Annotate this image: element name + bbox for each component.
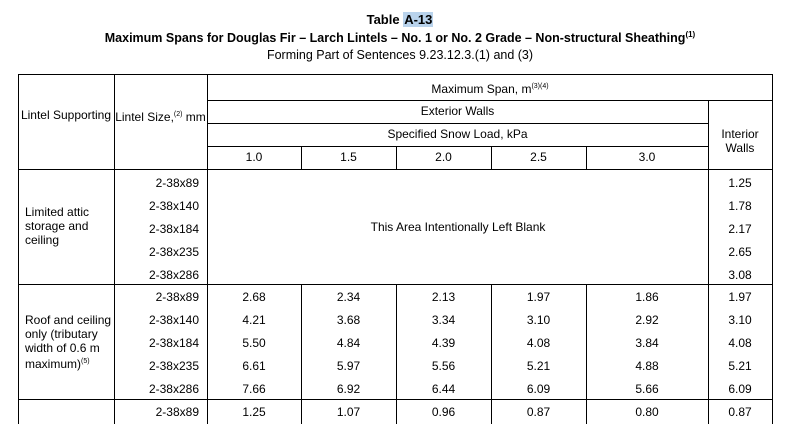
header-lintel-size-text: Lintel Size, xyxy=(115,110,174,124)
header-bottom-border xyxy=(18,169,773,170)
rule-under-snow-load xyxy=(207,146,708,147)
header-lintel-size-note: (2) xyxy=(173,111,183,118)
interior-value: 0.87 xyxy=(728,405,752,419)
span-value: 6.92 xyxy=(336,382,361,396)
table-subtitle-text: Maximum Spans for Douglas Fir – Larch Lintels – No. 1 or No. 2 Grade – Non-structural Sheathing xyxy=(104,31,686,46)
span-value: 1.07 xyxy=(336,405,361,419)
span-value: 0.96 xyxy=(431,405,456,419)
span-value: 3.68 xyxy=(336,313,361,327)
interior-value: 1.78 xyxy=(728,199,752,213)
row-size: 2-38x235 xyxy=(148,359,199,373)
table-subtitle-note: (1) xyxy=(685,30,696,39)
snow-col-divider xyxy=(396,284,397,424)
span-value: 0.87 xyxy=(526,405,551,419)
snow-load-header: 2.5 xyxy=(530,150,547,164)
row-size: 2-38x184 xyxy=(148,336,199,350)
span-value: 1.86 xyxy=(635,290,659,304)
interior-value: 1.97 xyxy=(728,290,752,304)
header-lintel-size-unit: mm xyxy=(182,110,206,124)
span-value: 4.21 xyxy=(242,313,266,327)
interior-value: 3.10 xyxy=(728,313,752,327)
row-size: 2-38x286 xyxy=(148,268,199,282)
table-number: A-13 xyxy=(404,12,433,27)
table-top-border xyxy=(18,74,773,75)
row-size: 2-38x286 xyxy=(148,382,199,396)
span-value: 2.68 xyxy=(242,290,266,304)
span-value: 4.88 xyxy=(635,359,659,373)
rule-under-exterior-walls xyxy=(207,123,708,124)
header-lintel-size xyxy=(114,108,207,124)
header-max-span-text: Maximum Span, m xyxy=(431,82,532,96)
snow-col-divider xyxy=(586,284,587,424)
span-value: 6.44 xyxy=(431,382,456,396)
group-supporting-text: Roof and ceiling only (tributary width of 0.6 m maximum) xyxy=(25,313,112,371)
span-value: 5.50 xyxy=(242,336,266,350)
snow-load-header: 2.0 xyxy=(435,150,452,164)
group-supporting-label xyxy=(25,313,112,371)
header-snow-load: Specified Snow Load, kPa xyxy=(387,127,528,141)
table-right-border xyxy=(772,74,773,424)
span-value: 7.66 xyxy=(242,382,266,396)
span-value: 2.13 xyxy=(431,290,456,304)
row-size: 2-38x184 xyxy=(148,222,199,236)
span-value: 3.10 xyxy=(526,313,551,327)
interior-value: 4.08 xyxy=(728,336,752,350)
span-value: 4.39 xyxy=(431,336,456,350)
header-max-span xyxy=(207,80,773,96)
group-supporting-label: Limited attic storage and ceiling xyxy=(25,205,90,247)
interior-value: 2.17 xyxy=(728,222,752,236)
table-left-border xyxy=(18,74,19,424)
table-subtitle xyxy=(0,30,800,45)
header-exterior-walls: Exterior Walls xyxy=(420,104,495,118)
interior-value: 1.25 xyxy=(728,176,752,190)
span-value: 3.84 xyxy=(635,336,659,350)
header-interior-walls: Interior Walls xyxy=(721,127,759,155)
row-size: 2-38x89 xyxy=(155,405,199,419)
span-value: 0.80 xyxy=(635,405,659,419)
table-title-label: Table xyxy=(366,12,400,27)
rule-under-max-span xyxy=(207,100,773,101)
row-size: 2-38x89 xyxy=(155,290,199,304)
row-size: 2-38x89 xyxy=(155,176,199,190)
snow-load-header: 1.0 xyxy=(245,150,263,164)
snow-load-header: 1.5 xyxy=(340,150,357,164)
span-value: 5.66 xyxy=(635,382,659,396)
header-lintel-supporting: Lintel Supporting xyxy=(20,108,112,122)
blank-area-note: This Area Intentionally Left Blank xyxy=(370,220,546,234)
header-max-span-note: (3)(4) xyxy=(531,83,549,90)
span-value: 5.21 xyxy=(526,359,551,373)
snow-load-header: 3.0 xyxy=(638,150,656,164)
group-supporting-note: (5) xyxy=(81,358,90,365)
span-value: 1.25 xyxy=(242,405,266,419)
snow-col-divider xyxy=(491,284,492,424)
span-value: 6.09 xyxy=(526,382,551,396)
row-size: 2-38x140 xyxy=(148,313,199,327)
span-value: 4.84 xyxy=(336,336,361,350)
interior-value: 5.21 xyxy=(728,359,752,373)
interior-value: 6.09 xyxy=(728,382,752,396)
row-size: 2-38x140 xyxy=(148,199,199,213)
span-value: 2.92 xyxy=(635,313,659,327)
snow-col-divider xyxy=(301,284,302,424)
table-forming-text: Forming Part of Sentences 9.23.12.3.(1) and (3) xyxy=(266,48,534,62)
row-size: 2-38x235 xyxy=(148,245,199,259)
table-title xyxy=(0,12,800,27)
interior-value: 2.65 xyxy=(728,245,752,259)
span-value: 5.56 xyxy=(431,359,456,373)
interior-value: 3.08 xyxy=(728,268,752,282)
span-value: 1.97 xyxy=(526,290,551,304)
span-value: 5.97 xyxy=(336,359,361,373)
span-value: 6.61 xyxy=(242,359,266,373)
span-value: 2.34 xyxy=(336,290,361,304)
span-value: 4.08 xyxy=(526,336,551,350)
span-value: 3.34 xyxy=(431,313,456,327)
